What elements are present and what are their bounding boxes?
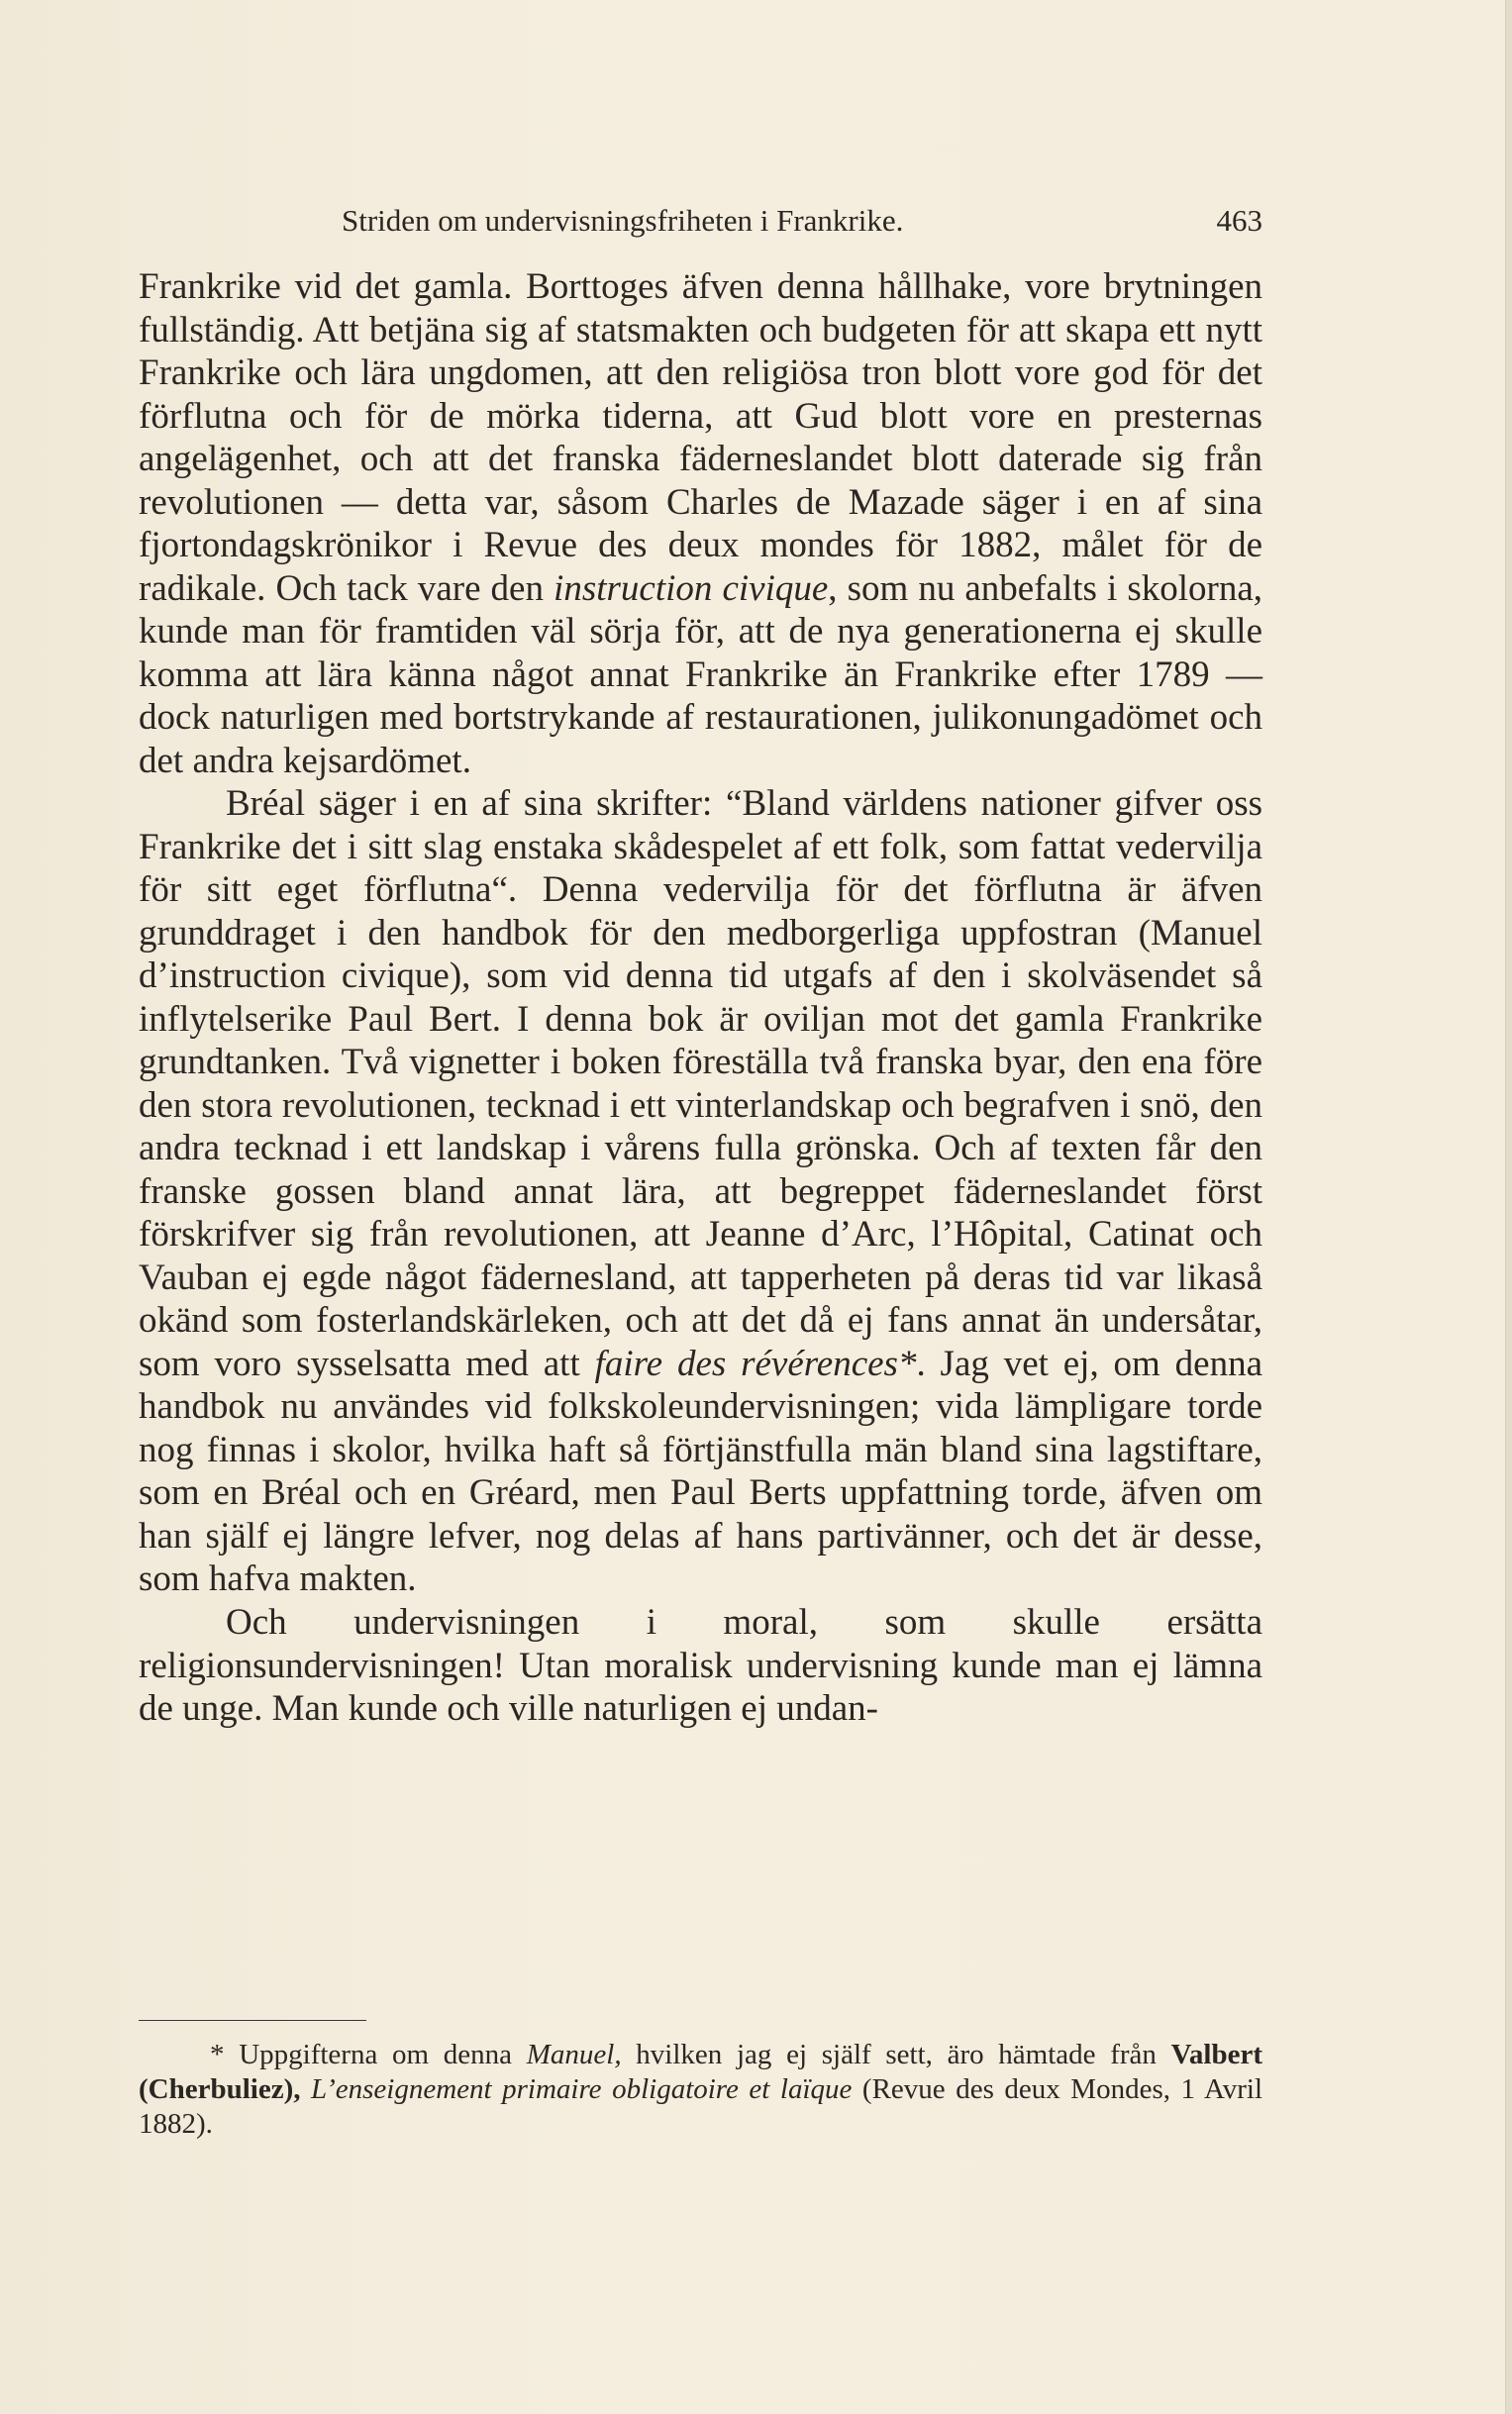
footnote xyxy=(139,2038,1262,2141)
paragraph-text: , som nu anbefalts i skolorna, kunde man för framtiden väl sörja för, att de nya generationerna ej skulle komma att lära känna något annat Frankrike än Frankrike efter 1789 — dock naturligen med bortstrykande af restaurationen, julikonungadömet och det andra kejsardömet. xyxy=(139,567,1262,781)
footnote-text: (Revue des deux Mondes, 1 Avril 1882). xyxy=(139,2072,1263,2140)
running-title: Striden om undervisningsfriheten i Frankrike. xyxy=(342,203,904,238)
footnote-reference: * xyxy=(897,1343,917,1384)
paragraph-text: Bréal säger i en af sina skrifter: “Bland världens nationer gifver oss Frankrike det i sitt slag enstaka skådespelet af ett folk, som fattat vedervilja för sitt eget förflutna“. Denna vedervilja för det förflutna är äfven grunddraget i den handbok för den medborgerliga uppfostran (Manuel d’instruction civique), som vid denna tid utgafs af den i skolväsendet så inflytelserike Paul Bert. I denna bok är oviljan mot det gamla Frankrike grundtanken. Två vignetter i boken föreställa två franska byar, den ena före den stora revolutionen, tecknad i ett vinterlandskap och begrafven i snö, den andra tecknad i ett landskap i vårens fulla grönska. Och af texten får den franske gossen bland annat lära, att begreppet fäderneslandet först förskrifver sig från revolutionen, att Jeanne d’Arc, l’Hôpital, Catinat och Vauban ej egde något fädernesland, att tapperheten på deras tid var likaså okänd som fosterlandskärleken, och att det då ej fans annat än undersåtar, som voro sysselsatta med att xyxy=(139,783,1262,1384)
footnote-author: Valbert (Cherbuliez), xyxy=(139,2039,1263,2105)
page-edge xyxy=(1505,0,1512,2414)
footnote-text: hvilken jag ej själf sett, äro hämtade från xyxy=(636,2039,1157,2070)
paragraph-text: Frankrike vid det gamla. Borttoges äfven denna hållhake, vore brytningen fullständig. Att betjäna sig af statsmakten och budgeten för att skapa ett nytt Frankrike och lära ungdomen, att den religiösa tron blott vore god för det förflutna och för de mörka tiderna, att Gud blott vore en presternas angelägenhet, och att det franska fäderneslandet blott daterade sig från revolutionen — detta var, såsom Charles de Mazade säger i en af sina fjortondagskrönikor i Revue des deux mondes för 1882, målet för de radikale. Och tack vare den xyxy=(139,266,1262,609)
body-text xyxy=(139,265,1262,1731)
paragraph xyxy=(139,782,1262,1601)
footnote-rule xyxy=(139,2020,366,2021)
footnote-italic: Manuel, xyxy=(526,2039,622,2070)
running-header xyxy=(139,196,1262,246)
paragraph xyxy=(139,1601,1262,1731)
paragraph xyxy=(139,265,1262,782)
paragraph-text: . Jag vet ej, om denna handbok nu användes vid folkskoleundervisningen; vida lämpligare torde nog finnas i skolor, hvilka haft så förtjänstfulla män bland sina lagstiftare, som en Bréal och en Gréard, men Paul Berts uppfattning torde, äfven om han själf ej längre lefver, nog delas af hans partivänner, och det är desse, som hafva makten. xyxy=(139,1343,1263,1600)
footnote-text: Uppgifterna om denna xyxy=(239,2039,513,2070)
paragraph-text: Och undervisningen i moral, som skulle ersätta religionsundervisningen! Utan moralisk undervisning kunde man ej lämna de unge. Man kunde och ville naturligen ej undan- xyxy=(139,1601,1262,1730)
footnote-marker: * xyxy=(210,2039,225,2070)
italic-phrase: instruction civique xyxy=(554,567,829,609)
footnote-italic: L’enseignement primaire obligatoire et laïque xyxy=(311,2072,853,2105)
italic-phrase: faire des révérences xyxy=(594,1343,898,1384)
page-number: 463 xyxy=(1216,203,1262,238)
